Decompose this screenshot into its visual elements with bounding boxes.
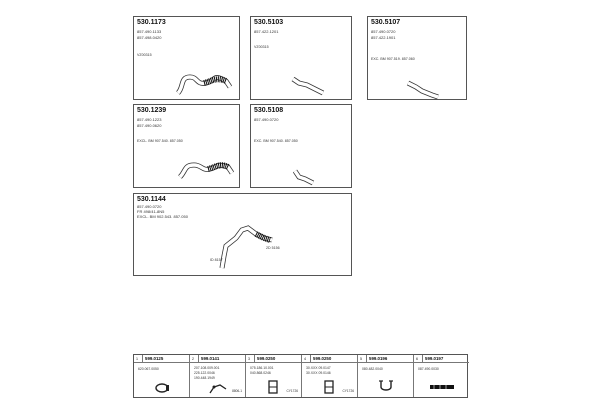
accessory-code: 599.0125: [145, 356, 164, 361]
fitment-note: EXC. BM 907.540. 857.050: [254, 139, 298, 143]
fitment-note: VZ00315: [254, 45, 269, 49]
gasket-strip-icon: [428, 383, 456, 391]
ref-line: 857.490.0620: [137, 123, 162, 128]
part-code: 530.1239: [137, 107, 167, 114]
accessory-code: 599.0250: [257, 356, 276, 361]
accessory-cell[interactable]: 4 599.0250 30.XXX 09.0147 30.XXX 09.0146 CY1726: [302, 355, 358, 397]
part-card-530-1173[interactable]: [133, 16, 240, 100]
part-card-530-1144[interactable]: [133, 193, 352, 276]
ref-line: FR 498/41-8N5: [137, 209, 165, 214]
accessory-cell[interactable]: 5 599.0196 080.482.0040: [358, 355, 414, 397]
ref-line: 857.490.0720: [371, 29, 396, 34]
part-code: 530.1173: [137, 19, 166, 26]
part-code: 530.5108: [254, 107, 284, 114]
fitment-note: EXC. BM 907.519. 857.060: [371, 57, 415, 61]
exhaust-pipe-illustration: [174, 63, 234, 97]
accessory-cell[interactable]: 1 599.0125 620.067.0050: [134, 355, 190, 397]
ref-line: 857.490.0720: [254, 117, 279, 122]
ref-line: 857.490.1223: [137, 117, 162, 122]
exhaust-pipe-illustration: [289, 75, 329, 97]
clamp-icon: [154, 382, 170, 394]
part-label: 2D 5156: [266, 246, 280, 250]
part-card-530-5108[interactable]: [250, 104, 352, 188]
accessory-cell[interactable]: 3 599.0250 075.186.10.001 040.868.0246 CY1726: [246, 355, 302, 397]
accessory-cell[interactable]: 6 599.0197 087.490.0030: [414, 355, 469, 397]
ref-line: EXCL. BM 902.543. 857.050: [137, 214, 188, 219]
ref-line: 857.422.1201: [254, 29, 279, 34]
part-card-530-5103[interactable]: [250, 16, 352, 100]
accessory-code: 599.0197: [425, 356, 444, 361]
fitment-note: EXCL. BM 907.540. 857.050: [137, 139, 183, 143]
accessory-cell[interactable]: 2 599.0141 207.108.009.001 225.122.0046 190.448.1949 8806-1: [190, 355, 246, 397]
u-clamp-icon: [378, 379, 394, 393]
exhaust-pipe-illustration: [291, 167, 321, 187]
ref-line: 857.498.0420: [137, 35, 162, 40]
exhaust-pipe-illustration: [404, 77, 444, 101]
exhaust-pipe-illustration: [176, 153, 236, 183]
accessories-strip: [133, 354, 468, 398]
hanger-icon: [322, 379, 336, 395]
part-code: 530.5103: [254, 19, 284, 26]
accessory-code: 599.0141: [201, 356, 220, 361]
accessory-code: 599.0196: [369, 356, 388, 361]
part-code: 530.5107: [371, 19, 401, 26]
part-card-530-1239[interactable]: [133, 104, 240, 188]
ref-line: 857.422.1901: [371, 35, 396, 40]
bracket-icon: [208, 383, 228, 395]
ref-line: 857.490.0720: [137, 204, 162, 209]
part-label: ID 8157: [210, 258, 223, 262]
exhaust-pipe-illustration: [212, 220, 292, 272]
part-card-530-5107[interactable]: [367, 16, 467, 100]
hanger-icon: [266, 379, 280, 395]
accessory-code: 599.0250: [313, 356, 332, 361]
fitment-note: VZ00315: [137, 53, 152, 57]
ref-line: 857.490.1133: [137, 29, 162, 34]
part-code: 530.1144: [137, 196, 166, 203]
